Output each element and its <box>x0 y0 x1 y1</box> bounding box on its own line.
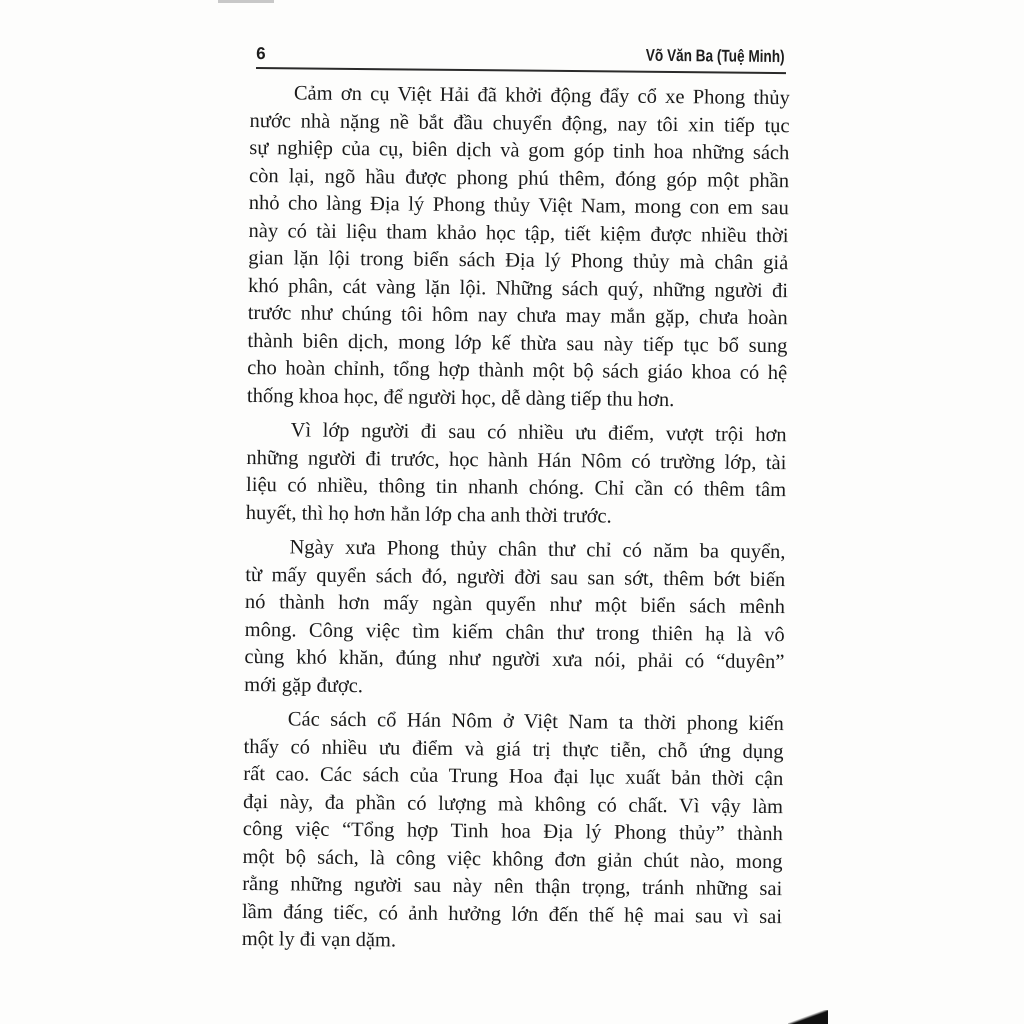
text-line: rất cao. Các sách của Trung Hoa đại lục xuất bản thời cận <box>243 762 784 791</box>
text-line: còn lại, ngõ hầu được phong phú thêm, đóng góp một phần <box>248 164 790 192</box>
body-text <box>242 80 790 966</box>
text-line: Cảm ơn cụ Việt Hải đã khởi động đẩy cổ xe Phong thủy <box>293 82 790 110</box>
text-line: Các sách cổ Hán Nôm ở Việt Nam ta thời phong kiến <box>287 708 784 736</box>
text-line: lầm đáng tiếc, có ảnh hưởng lớn đến thế hệ mai sau vì sai <box>241 900 783 928</box>
text-line: một ly đi vạn dặm. <box>241 927 397 952</box>
text-line: sự nghiệp của cụ, biên dịch và gom góp tinh hoa những sách <box>249 136 790 165</box>
paragraph <box>246 417 787 532</box>
text-line: Vì lớp người đi sau có nhiều ưu điểm, vượt trội hơn <box>290 419 787 447</box>
text-line: thành biên dịch, mong lớp kế thừa sau này tiếp tục bổ sung <box>247 329 788 357</box>
text-line: mới gặp được. <box>244 673 364 697</box>
text-line: nhỏ cho làng Địa lý Phong thủy Việt Nam, mong con em sau <box>248 191 789 220</box>
text-line: thống khoa học, để người học, dễ dàng tiếp thu hơn. <box>246 384 675 411</box>
text-line: từ mấy quyển sách đó, người đời sau san sớt, thêm bớt biến <box>245 563 786 591</box>
page-top-edge-mark <box>218 0 274 3</box>
page-number: 6 <box>256 44 266 64</box>
paragraph <box>244 534 786 704</box>
text-line: một bộ sách, là công việc không đơn giản chút nào, mong <box>242 845 783 873</box>
text-line: Ngày xưa Phong thủy chân thư chỉ có năm ba quyển, <box>289 536 786 564</box>
text-line: đại này, đa phần có lượng mà không có chất. Vì vậy làm <box>242 790 784 818</box>
page-header <box>256 40 786 75</box>
paragraph <box>242 706 784 959</box>
paragraph <box>247 80 790 415</box>
page-edge-shadow <box>788 1010 828 1024</box>
text-line: gian lặn lội trong biển sách Địa lý Phong thủy mà chân giả <box>248 246 789 275</box>
text-line: liệu có nhiều, thông tin nhanh chóng. Chỉ cần có thêm tâm <box>246 473 787 502</box>
text-line: những người đi trước, học hành Hán Nôm có trường lớp, tài <box>246 446 787 474</box>
text-line: công việc “Tổng hợp Tinh hoa Địa lý Phong thủy” thành <box>242 817 783 846</box>
text-line: khó phân, cát vàng lặn lội. Những sách quý, những người đi <box>247 274 789 302</box>
text-line: huyết, thì họ hơn hẳn lớp cha anh thời trước. <box>245 501 612 527</box>
text-line: cho hoàn chỉnh, tổng hợp thành một bộ sách giáo khoa có hệ <box>247 356 788 385</box>
text-line: nước nhà nặng nề bắt đầu chuyển động, nay tôi xin tiếp tục <box>249 109 790 137</box>
text-line: nó thành hơn mấy ngàn quyển như một biển sách mênh <box>244 590 786 619</box>
running-head-author: Võ Văn Ba (Tuệ Minh) <box>645 45 785 67</box>
header-rule <box>256 67 786 74</box>
text-line: trước như chúng tôi hôm nay chưa may mắn gặp, chưa hoàn <box>247 301 788 330</box>
text-line: này có tài liệu tham khảo học tập, tiết kiệm được nhiều thời <box>248 219 789 247</box>
text-line: thấy có nhiều ưu điểm và giá trị thực tiễn, chỗ ứng dụng <box>243 735 784 763</box>
text-line: mông. Công việc tìm kiếm chân thư trong thiên hạ là vô <box>244 618 785 646</box>
text-line: rằng những người sau này nên thận trọng, tránh những sai <box>242 872 783 901</box>
text-line: cùng khó khăn, đúng như người xưa nói, phải có “duyên” <box>244 645 785 674</box>
